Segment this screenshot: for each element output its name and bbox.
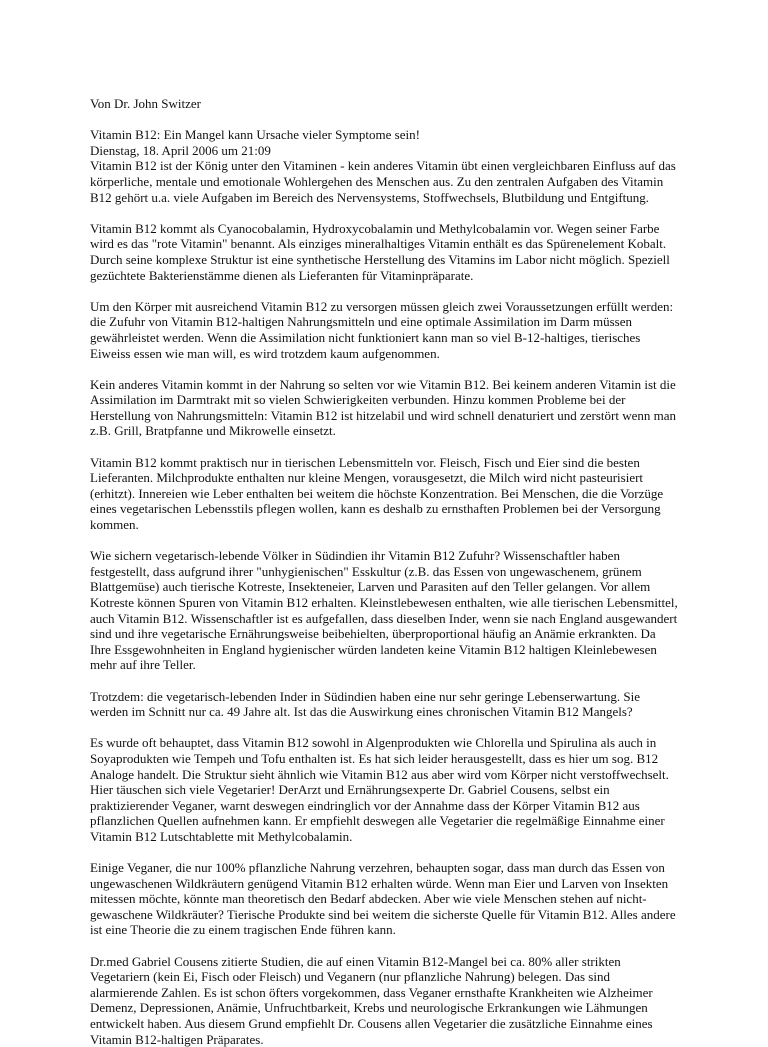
paragraph-6: Wie sichern vegetarisch-lebende Völker in Südindien ihr Vitamin B12 Zufuhr? Wissenschaftler haben festgestellt, dass aufgrund ihrer "unhygienischen" Esskultur (z.B. das Essen von ungewaschenem, grünem Blattgemüse) auch tierische Kotreste, Insekteneier, Larven und Parasiten auf den Teller gelangen. Vor allem Kotreste können Spuren von Vitamin B12 erhalten. Kleinstlebewesen enthalten, wie alle tierischen Lebensmittel, auch Vitamin B12. Wissenschaftler ist es aufgefallen, dass dieselben Inder, wenn sie nach England ausgewandert sind und ihre vegetarische Ernährungsweise beibehielten, überproportional häufig an Anämie erkrankten. Da Ihre Essgewohnheiten in England hygienischer würden landeten keine Vitamin B12 haltigen Kleinlebewesen mehr auf ihre Teller. [90,548,678,673]
article-title: Vitamin B12: Ein Mangel kann Ursache vieler Symptome sein! [90,127,420,143]
author-line: Von Dr. John Switzer [90,96,201,111]
paragraph-2: Vitamin B12 kommt als Cyanocobalamin, Hydroxycobalamin und Methylcobalamin vor. Wegen seiner Farbe wird es das "rote Vitamin" benannt. Als einziges mineralhaltiges Vitamin enthält es das Spürenelement Kobalt. Durch seine komplexe Struktur ist eine synthetische Herstellung des Vitamins im Labor nicht möglich. Speziell gezüchtete Bakterienstämme dienen als Lieferanten für Vitaminpräparate. [90,220,670,283]
paragraph-5: Vitamin B12 kommt praktisch nur in tierischen Lebensmitteln vor. Fleisch, Fisch und Eier sind die besten Lieferanten. Milchprodukte enthalten nur kleine Mengen, vorausgesetzt, die Milch wird nicht pasteurisiert (erhitzt). Innereien wie Leber enthalten bei weitem die höchste Konzentration. Bei Menschen, die die Vorzüge eines vegetarischen Lebensstils pflegen wollen, kann es deshalb zu ernsthaften Problemen bei der Versorgung kommen. [90,454,664,533]
paragraph-3: Um den Körper mit ausreichend Vitamin B12 zu versorgen müssen gleich zwei Voraussetzungen erfüllt werden: die Zufuhr von Vitamin B12-haltigen Nahrungsmitteln und eine optimale Assimilation im Darm müssen gewährleistet werden. Wenn die Assimilation nicht funktioniert kann man so viel B-12-haltiges, tierisches Eiweiss essen wie man will, es wird trotzdem kaum aufgenommen. [90,298,674,361]
paragraph-8: Es wurde oft behauptet, dass Vitamin B12 sowohl in Algenprodukten wie Chlorella und Spirulina als auch in Soyaprodukten wie Tempeh und Tofu enthalten ist. Es hat sich leider herausgestellt, dass es hier um sog. B12 Analoge handelt. Die Struktur sieht ähnlich wie Vitamin B12 aus aber wird vom Körper nicht verstoffwechselt. Hier täuschen sich viele Vegetarier! DerArzt und Ernährungsexperte Dr. Gabriel Cousens, selbst ein praktizierender Veganer, warnt deswegen eindringlich vor der Annahme dass der Körper Vitamin B12 aus pflanzlichen Quellen aufnehmen kann. Er empfiehlt deswegen alle Vegetarier die regelmäßige Einnahme einer Vitamin B12 Lutschtablette mit Methylcobalamin. [90,735,669,844]
paragraph-7: Trotzdem: die vegetarisch-lebenden Inder in Südindien haben eine nur sehr geringe Lebenserwartung. Sie werden im Schnitt nur ca. 49 Jahre alt. Ist das die Auswirkung eines chronischen Vitamin B12 Mangels? [90,688,641,720]
paragraph-1: Vitamin B12 ist der König unter den Vitaminen - kein anderes Vitamin übt einen vergleichbaren Einfluss auf das körperliche, mentale und emotionale Wohlergehen des Menschen aus. Zu den zentralen Aufgaben des Vitamin B12 gehört u.a. viele Aufgaben im Bereich des Nervensystems, Stoffwechsels, Blutbildung und Entgiftung. [90,158,676,205]
article-date: Dienstag, 18. April 2006 um 21:09 [90,142,271,158]
paragraph-9: Einige Veganer, die nur 100% pflanzliche Nahrung verzehren, behaupten sogar, dass man durch das Essen von ungewaschenen Wildkräutern genügend Vitamin B12 erhalten würde. Wenn man Eier und Larven von Insekten mitessen möchte, könnte man theoretisch den Bedarf abdecken. Aber wie viele Menschen stehen auf nicht- gewaschene Wildkräuter? Tierische Produkte sind bei weitem die sicherste Quelle für Vitamin B12. Alles andere ist eine Theorie die zu einem tragischen Ende führen kann. [90,860,676,938]
document-page [90,96,690,1047]
paragraph-4: Kein anderes Vitamin kommt in der Nahrung so selten vor wie Vitamin B12. Bei keinem anderen Vitamin ist die Assimilation im Darmtrakt mit so vielen Schwierigkeiten verbunden. Hinzu kommen Probleme bei der Herstellung von Nahrungsmitteln: Vitamin B12 ist hitzelabil und wird schnell denaturiert und zerstört wenn man z.B. Grill, Bratpfanne und Mikrowelle einsetzt. [90,376,677,439]
paragraph-10: Dr.med Gabriel Cousens zitierte Studien, die auf einen Vitamin B12-Mangel bei ca. 80% aller strikten Vegetariern (kein Ei, Fisch oder Fleisch) und Veganern (nur pflanzliche Nahrung) belegen. Das sind alarmierende Zahlen. Es ist schon öfters vorgekommen, dass Veganer ernsthafte Krankheiten wie Alzheimer Demenz, Depressionen, Anämie, Unfruchtbarkeit, Krebs und neurologische Erkrankungen wie Lähmungen entwickelt haben. Aus diesem Grund empfiehlt Dr. Cousens allen Vegetarier die zusätzliche Einnahme eines Vitamin B12-haltigen Präparates. [90,953,653,1047]
